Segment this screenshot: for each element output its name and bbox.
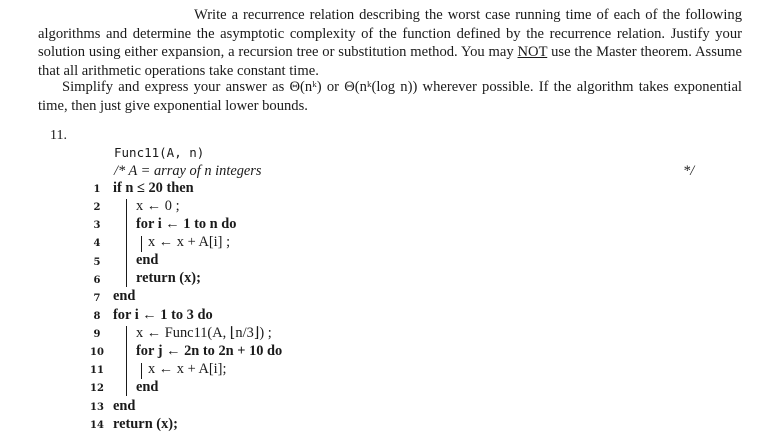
instructions-text: Write a recurrence relation describing the worst case running time of each of the following algorithms and determine the asymptotic complexity of the function defined by the recurrence relation. Justify your solution using either expansion, a recursion tree or substitution method. You may	[38, 7, 742, 60]
code-line: x ← 0 ;	[136, 198, 180, 214]
line-number: 11	[90, 365, 104, 376]
code-line: for i ← 1 to 3 do	[113, 307, 213, 323]
instructions-paragraph-2: Simplify and express your answer as Θ(nᵏ) or Θ(nᵏ(log n)) wherever possible. If the algorithm takes exponential time, then just give exponential lower bounds.	[38, 79, 742, 114]
code-line: end	[113, 288, 136, 304]
not-underlined: NOT	[517, 44, 548, 60]
line-number: 7	[93, 293, 101, 304]
code-line: end	[136, 252, 159, 268]
algorithm-comment-close: */	[683, 163, 695, 179]
question-number: 11.	[50, 128, 67, 143]
line-number: 4	[93, 238, 101, 249]
code-line: if n ≤ 20 then	[113, 180, 194, 196]
code-line: end	[113, 398, 136, 414]
for-inner-block-rule	[141, 363, 142, 379]
algorithm-header: Func11(A, n)	[114, 145, 205, 160]
line-number: 2	[93, 202, 101, 213]
line-number: 8	[93, 311, 101, 322]
line-number: 13	[90, 402, 104, 413]
code-line: for i ← 1 to n do	[136, 216, 237, 232]
line-number: 6	[93, 275, 101, 286]
code-line: end	[136, 379, 159, 395]
algorithm-comment: /* A = array of n integers	[114, 163, 262, 179]
code-line: return (x);	[113, 416, 178, 432]
line-number: 14	[90, 420, 104, 431]
for-outer-block-rule	[126, 326, 127, 396]
line-number: 9	[93, 329, 101, 340]
line-number: 5	[93, 257, 101, 268]
code-line: return (x);	[136, 270, 201, 286]
if-block-rule	[126, 199, 127, 287]
code-line: x ← Func11(A, ⌊n/3⌋) ;	[136, 325, 272, 341]
instructions-text-end: use the Master theorem. Assume that all arithmetic operations take constant time.	[38, 44, 742, 79]
line-number: 1	[93, 184, 101, 195]
line-number: 10	[90, 347, 104, 358]
code-line: x ← x + A[i];	[148, 361, 227, 377]
line-number: 12	[90, 383, 104, 394]
code-line: x ← x + A[i] ;	[148, 234, 231, 250]
code-line: for j ← 2n to 2n + 10 do	[136, 343, 283, 359]
line-number: 3	[93, 220, 101, 231]
for-block-rule	[141, 236, 142, 252]
